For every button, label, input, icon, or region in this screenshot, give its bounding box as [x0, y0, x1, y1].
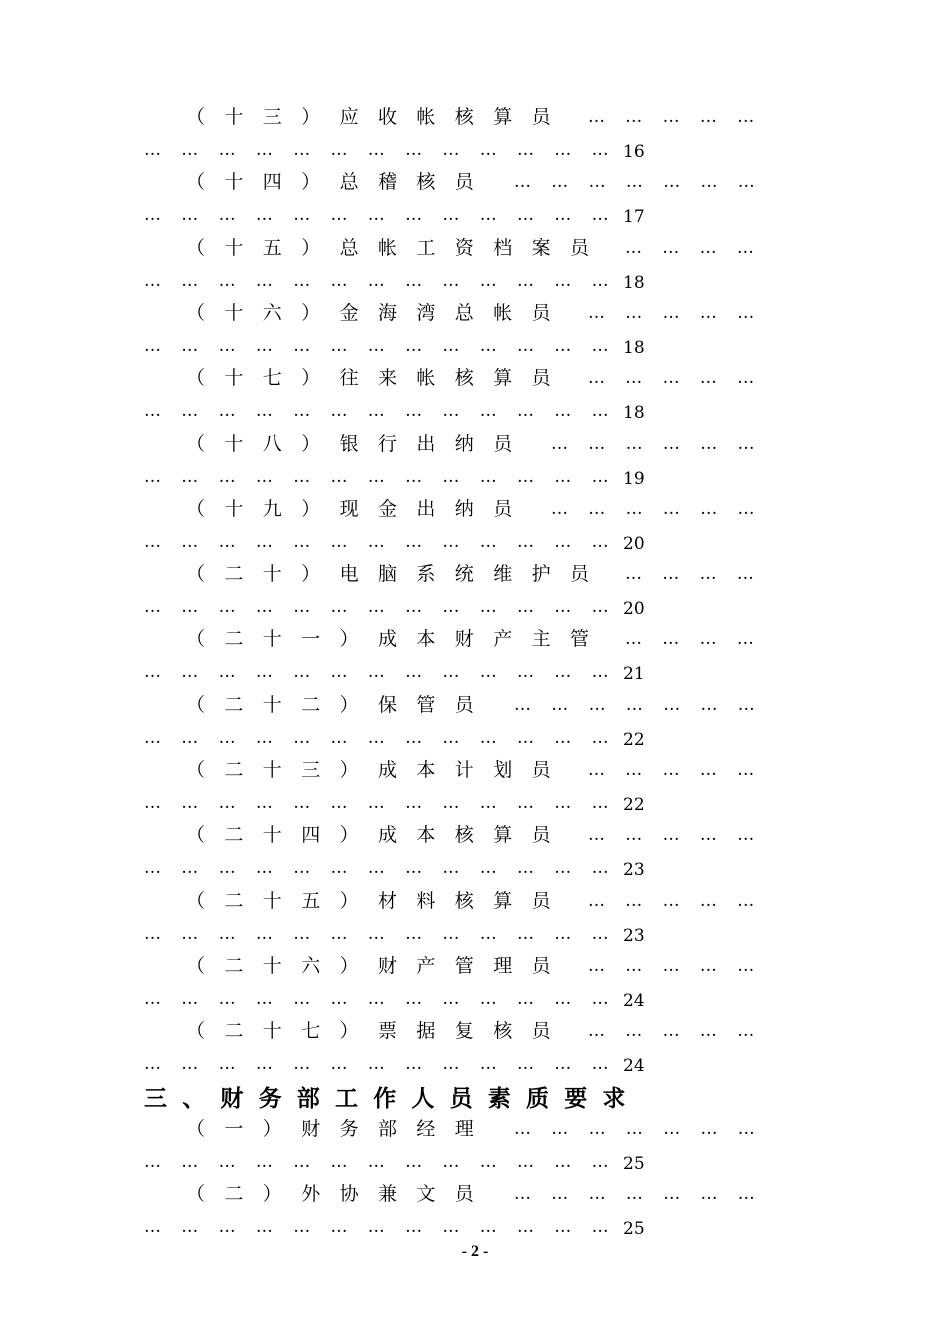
page-number: - 2 -	[461, 1243, 489, 1260]
toc-entry-label: （十八）银行出纳员	[186, 432, 532, 455]
toc-entry-page: 18	[623, 403, 645, 424]
dot-leader-continuation: …………………………………	[144, 205, 629, 226]
toc-entry-page: 23	[623, 860, 645, 881]
toc-entry-page: 25	[623, 1154, 645, 1174]
toc-entry[interactable]	[0, 559, 950, 625]
toc-entry[interactable]	[0, 429, 950, 495]
toc-entry[interactable]	[0, 1114, 950, 1180]
toc-entry[interactable]	[0, 951, 950, 1017]
section-heading: 三、财务部工作人员素质要求	[144, 1085, 641, 1112]
toc-entry-page: 20	[623, 599, 645, 620]
toc-entry-label: （十六）金海湾总帐员	[186, 301, 571, 324]
toc-entry-label: （十五）总帐工资档案员	[186, 236, 609, 259]
toc-entry-label: （二十一）成本财产主管	[186, 628, 609, 651]
dot-leader-continuation: …………………………………	[144, 727, 629, 748]
toc-entry-page: 18	[623, 272, 645, 293]
dot-leader: ……………	[588, 760, 775, 780]
dot-leader: …………………	[514, 1119, 776, 1139]
toc-entry-label: （二十）电脑系统维护员	[186, 563, 609, 586]
toc-entry[interactable]	[0, 1016, 950, 1082]
toc-entry-label: （二十五）材料核算员	[186, 889, 571, 912]
dot-leader: ……………	[588, 825, 775, 846]
toc-entry[interactable]	[0, 102, 950, 168]
toc-entry-label: （十三）应收帐核算员	[186, 106, 571, 128]
toc-entry-page: 24	[623, 1056, 645, 1077]
toc-entry-page: 21	[623, 664, 645, 685]
toc-entry[interactable]	[0, 820, 950, 886]
toc-entry-label: （二十三）成本计划员	[186, 759, 571, 781]
dot-leader-continuation: …………………………………	[144, 923, 629, 944]
dot-leader: ……………	[588, 955, 775, 976]
dot-leader: …………………	[514, 1184, 776, 1204]
toc-entry[interactable]	[0, 233, 950, 299]
toc-entry[interactable]	[0, 624, 950, 690]
toc-entry-label: （一）财务部经理	[186, 1118, 494, 1140]
dot-leader: ……………	[588, 1021, 775, 1042]
dot-leader-continuation: …………………………………	[144, 1152, 629, 1172]
toc-entry-page: 22	[623, 795, 645, 815]
toc-entry-page: 20	[623, 533, 645, 554]
dot-leader-continuation: …………………………………	[144, 335, 629, 356]
toc-entry-page: 23	[623, 925, 645, 946]
dot-leader-continuation: …………………………………	[144, 531, 629, 552]
dot-leader-continuation: …………………………………	[144, 858, 629, 879]
toc-entry-label: （二十七）票据复核员	[186, 1020, 571, 1043]
dot-leader-continuation: …………………………………	[144, 662, 629, 683]
dot-leader: ……………	[588, 890, 775, 911]
toc-entry[interactable]	[0, 886, 950, 952]
dot-leader: ……………	[588, 302, 775, 323]
dot-leader-continuation: …………………………………	[144, 988, 629, 1009]
dot-leader: …………………	[514, 694, 776, 715]
dot-leader-continuation: …………………………………	[144, 270, 629, 291]
toc-entry-label: （十九）现金出纳员	[186, 497, 532, 520]
dot-leader: …………	[625, 237, 775, 258]
toc-entry-label: （二十四）成本核算员	[186, 824, 571, 847]
dot-leader: …………	[625, 564, 775, 585]
dot-leader-continuation: …………………………………	[144, 1217, 629, 1237]
toc-entry-label: （十四）总稽核员	[186, 171, 494, 194]
dot-leader-continuation: …………………………………	[144, 597, 629, 618]
toc-entry[interactable]	[0, 755, 950, 821]
toc-entry[interactable]	[0, 1179, 950, 1245]
toc-entry-page: 18	[623, 337, 645, 358]
toc-entry-page: 24	[623, 990, 645, 1011]
dot-leader: …………	[625, 629, 775, 650]
dot-leader: ……………	[588, 368, 775, 389]
toc-entry-label: （二十六）财产管理员	[186, 954, 571, 977]
toc-entry[interactable]	[0, 298, 950, 364]
toc-entry-page: 22	[623, 729, 645, 750]
dot-leader: ………………	[551, 433, 775, 454]
toc-entry-page: 19	[623, 468, 645, 489]
toc-entry[interactable]	[0, 690, 950, 756]
toc-entry[interactable]	[0, 494, 950, 560]
dot-leader: ………………	[551, 498, 775, 519]
toc-entry-page: 16	[623, 142, 645, 162]
dot-leader-continuation: …………………………………	[144, 401, 629, 422]
toc-entry[interactable]	[0, 363, 950, 429]
toc-entry-label: （二）外协兼文员	[186, 1183, 494, 1205]
toc-entry-page: 25	[623, 1219, 645, 1239]
toc-entry-label: （十七）往来帐核算员	[186, 367, 571, 390]
dot-leader-continuation: …………………………………	[144, 140, 629, 160]
dot-leader-continuation: …………………………………	[144, 466, 629, 487]
dot-leader-continuation: …………………………………	[144, 1054, 629, 1075]
dot-leader: …………………	[514, 172, 776, 193]
dot-leader: ……………	[588, 107, 775, 127]
toc-entry-page: 17	[623, 207, 645, 228]
toc-entry-label: （二十二）保管员	[186, 693, 494, 716]
toc-entry[interactable]	[0, 167, 950, 233]
dot-leader-continuation: …………………………………	[144, 793, 629, 813]
